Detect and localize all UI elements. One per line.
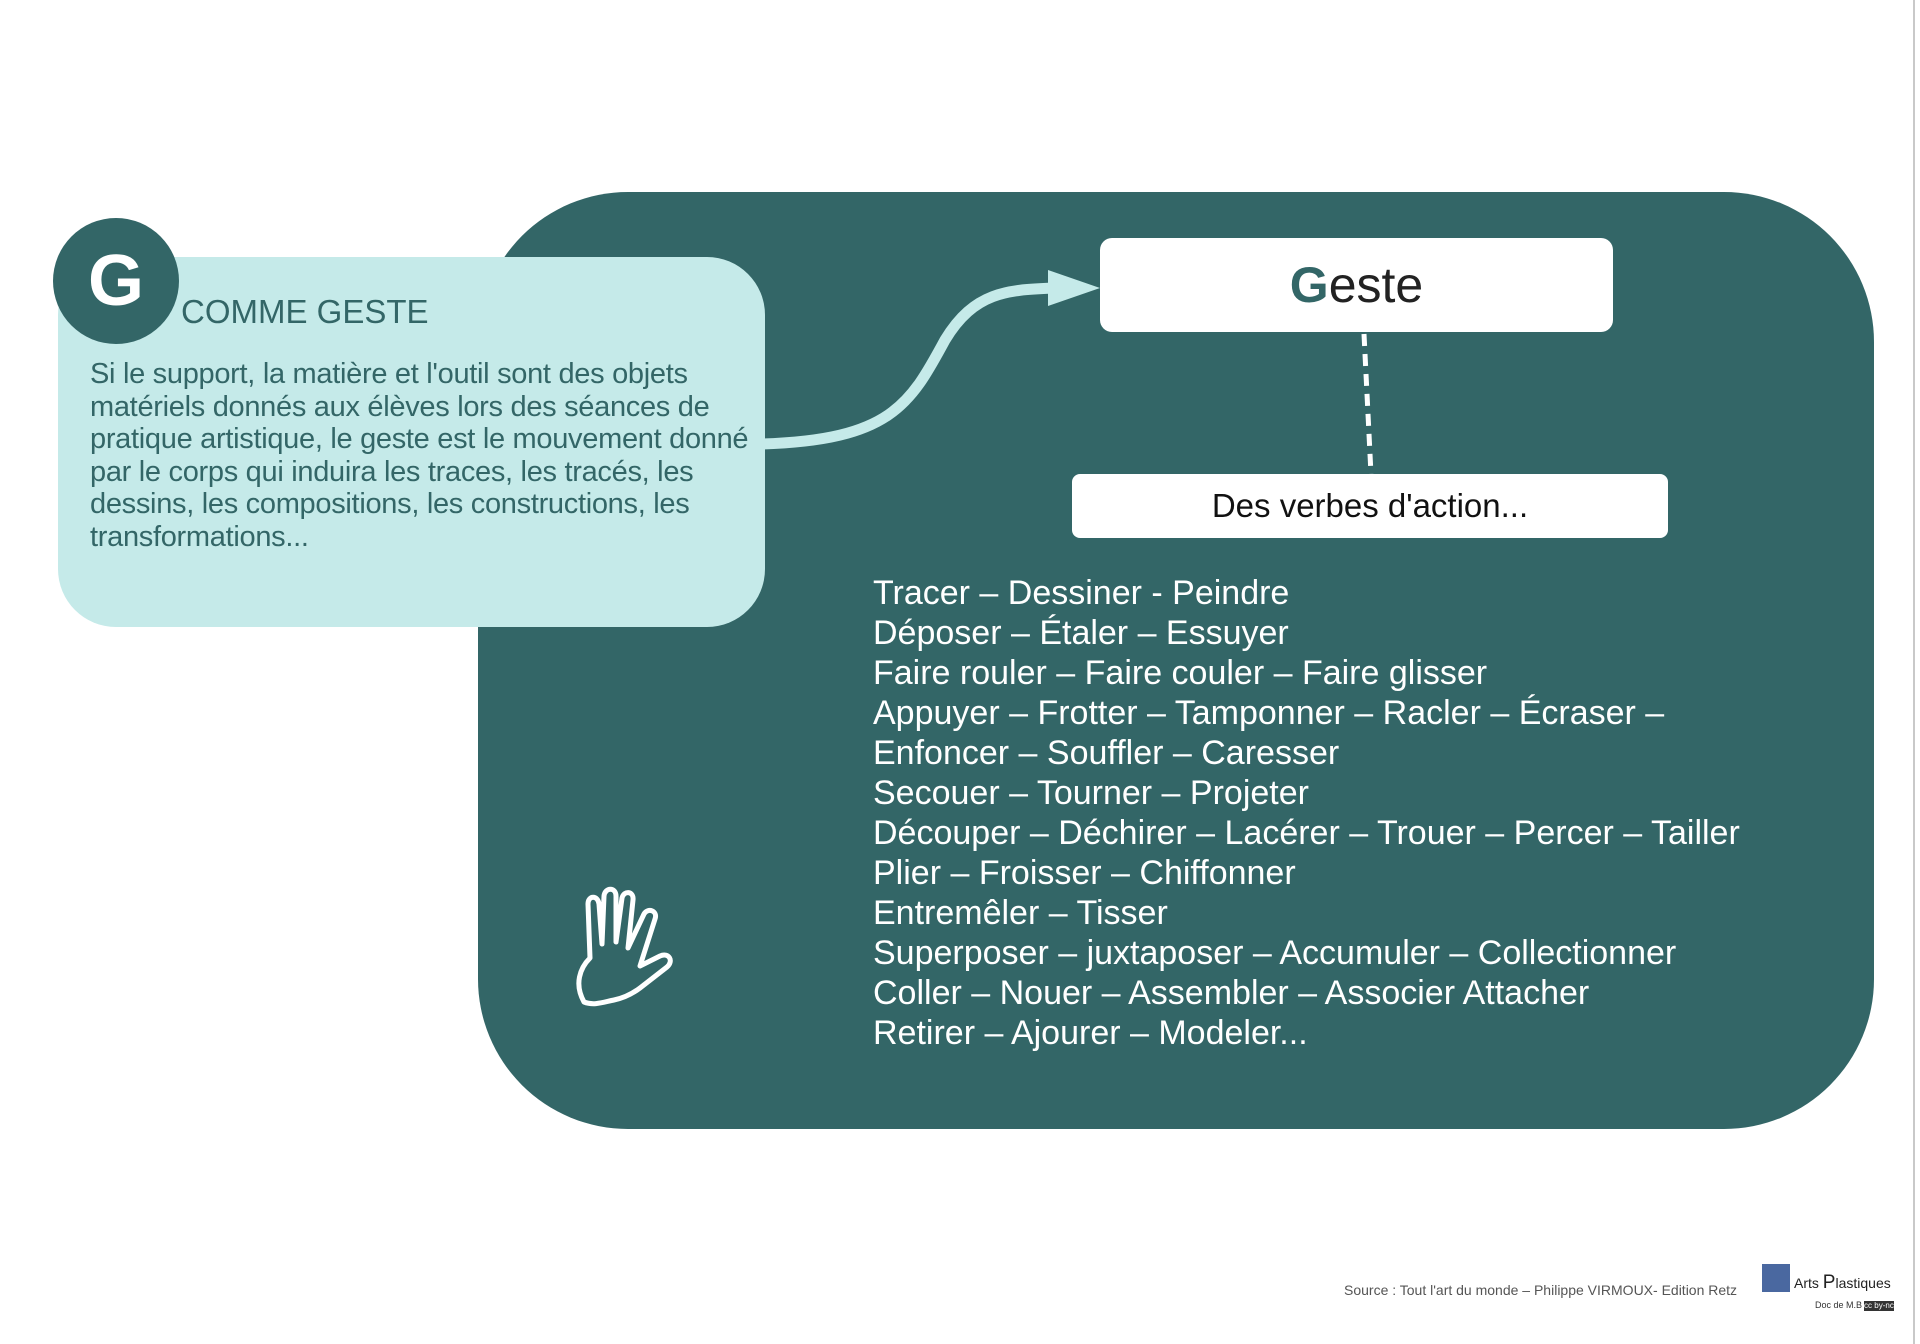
verb-line: Enfoncer – Souffler – Caresser [873,734,1340,772]
verb-line: Tracer – Dessiner - Peindre [873,574,1290,612]
geste-box [1100,238,1613,332]
verb-line: Déposer – Étaler – Essuyer [873,614,1289,652]
license-badge: cc by-nc-sa [1864,1300,1905,1310]
hand-icon [568,884,688,1014]
verb-line: Entremêler – Tisser [873,894,1168,932]
letter-badge: G [53,218,179,344]
logo-subtitle [1815,1300,1905,1311]
logo-word-lastiques: lastiques [1835,1275,1891,1291]
logo-text [1794,1272,1891,1294]
logo-letter-p: P [1822,1272,1836,1293]
verb-list [873,573,1740,1053]
geste-first-letter: G [1289,257,1329,313]
geste-rest: este [1328,257,1424,313]
intro-title: COMME GESTE [181,293,429,330]
arrow-head [1048,270,1100,306]
source-credit: Source : Tout l'art du monde – Philippe VIRMOUX- Edition Retz [1344,1282,1738,1298]
logo-word-arts: Arts [1794,1275,1819,1291]
verb-line: Appuyer – Frotter – Tamponner – Racler – Écraser – [873,694,1665,732]
arts-plastiques-logo [1762,1264,1905,1314]
logo-square [1762,1264,1790,1292]
verb-line: Découper – Déchirer – Lacérer – Trouer – Percer – Tailler [873,814,1740,852]
verb-line: Superposer – juxtaposer – Accumuler – Collectionner [873,934,1677,972]
verb-line: Secouer – Tourner – Projeter [873,774,1309,812]
verb-line: Coller – Nouer – Assembler – Associer Attacher [873,974,1590,1012]
intro-text: Si le support, la matière et l'outil sont des objets matériels donnés aux élèves lors des séances de pratique artistique, le geste est le mouvement donné par le corps qui induira les traces, les tracés, les dessins, les compositions, les constructions, les transformations... [90,358,749,553]
verb-line: Plier – Froisser – Chiffonner [873,854,1296,892]
curved-arrow-line [762,288,1055,444]
dashed-link [1364,334,1371,474]
verbs-heading: Des verbes d'action... [1072,474,1668,538]
verb-line: Retirer – Ajourer – Modeler... [873,1014,1308,1052]
logo-author: Doc de M.B [1815,1300,1863,1310]
verb-line: Faire rouler – Faire couler – Faire glisser [873,654,1488,692]
